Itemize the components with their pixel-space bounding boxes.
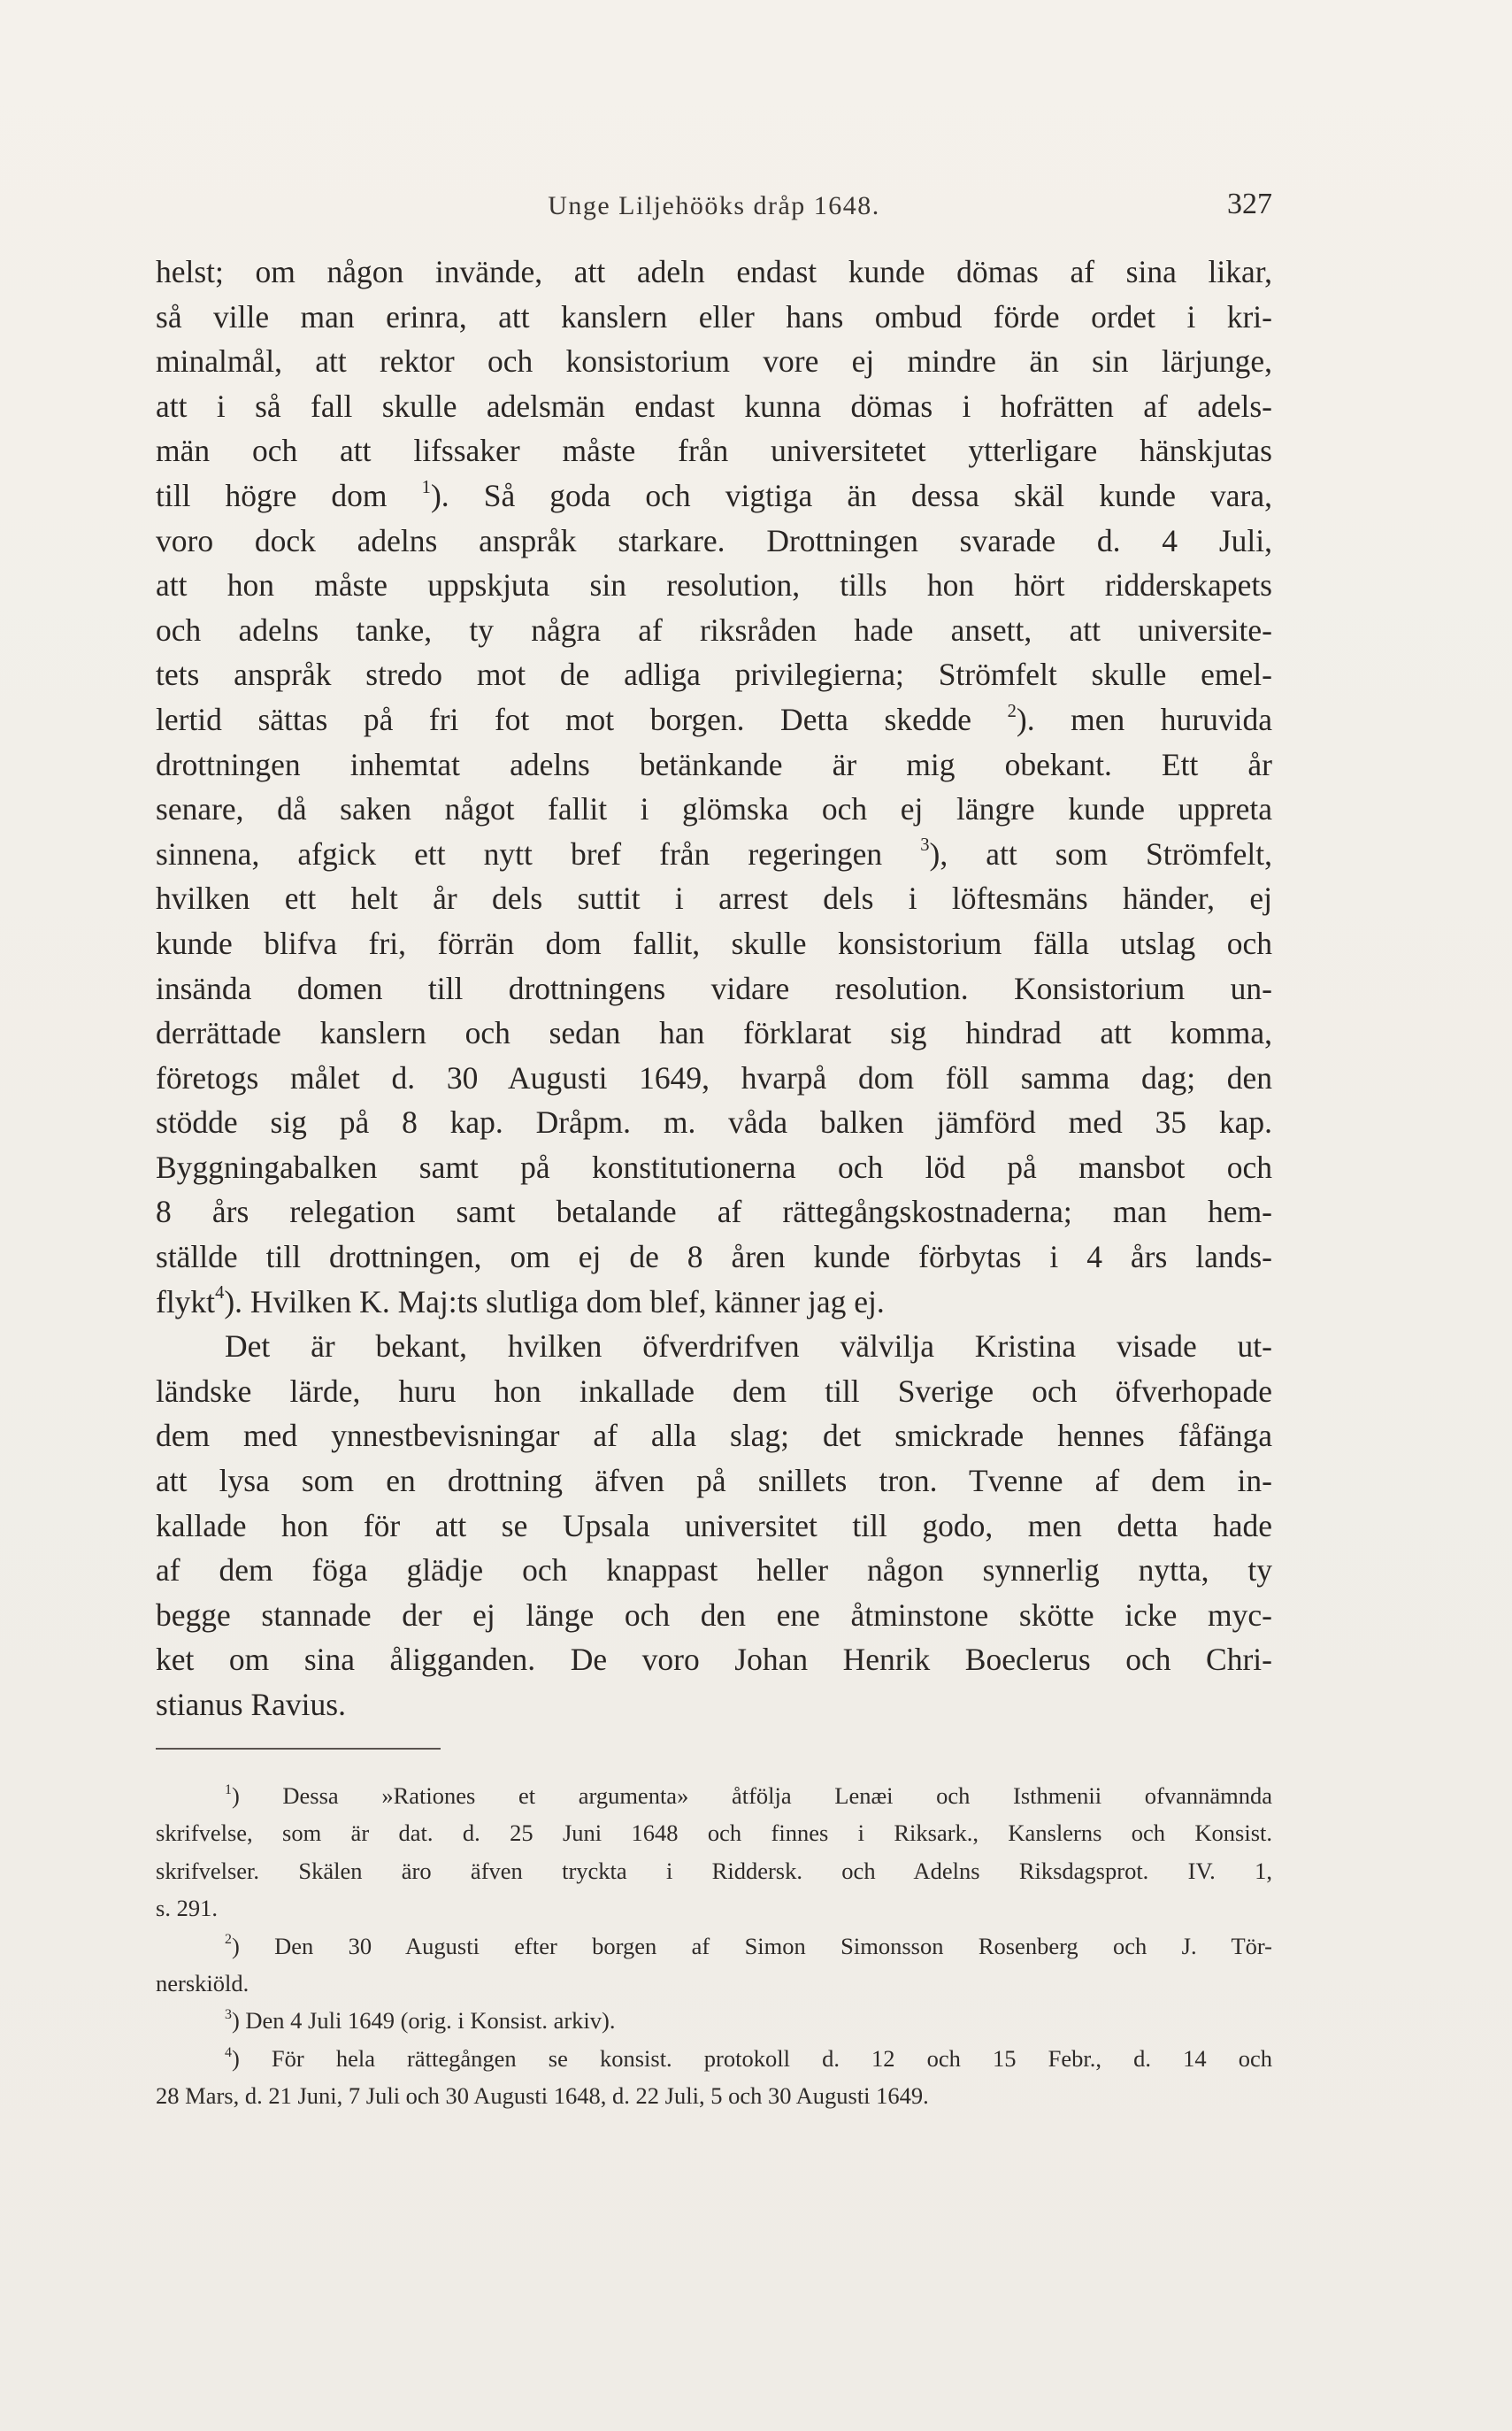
- text-line: kunde blifva fri, förrän dom fallit, skulle konsistorium fälla utslag och: [156, 925, 1272, 961]
- text-segment: sinnena, afgick ett nytt bref från regeringen: [156, 835, 883, 872]
- body-text: [156, 250, 1272, 1727]
- footnote-4: [156, 2040, 1272, 2077]
- text-line: stianus Ravius.: [156, 1687, 346, 1722]
- text-line: [156, 697, 1272, 742]
- footnote-1: [156, 1777, 1272, 1814]
- footnote-text: nerskiöld.: [156, 1969, 249, 1996]
- text-line: derrättade kanslern och sedan han förklarat sig hindrad att komma,: [156, 1015, 1272, 1051]
- text-line: och adelns tanke, ty några af riksråden hade ansett, att universite-: [156, 612, 1272, 648]
- text-line: senare, då saken något fallit i glömska och ej längre kunde uppreta: [156, 791, 1272, 827]
- footnote-text: ) För hela rättegången se konsist. protokoll d. 12 och 15 Febr., d. 14 och: [231, 2044, 1272, 2072]
- footnote-text: skrifvelse, som är dat. d. 25 Juni 1648 och finnes i Riksark., Kanslerns och Konsist.: [156, 1819, 1272, 1847]
- text-line: 8 års relegation samt betalande af rättegångskostnaderna; man hem-: [156, 1194, 1272, 1230]
- text-line: [156, 473, 1272, 519]
- footnote-mark: 2: [225, 1932, 232, 1948]
- text-line: [156, 832, 1272, 877]
- text-line: voro dock adelns anspråk starkare. Drottningen svarade d. 4 Juli,: [156, 522, 1272, 558]
- text-line: [156, 1280, 1272, 1325]
- text-line: drottningen inhemtat adelns betänkande är mig obekant. Ett år: [156, 746, 1272, 782]
- text-line: begge stannade der ej länge och den ene åtminstone skötte icke myc-: [156, 1596, 1272, 1633]
- text-line: af dem föga glädje och knappast heller någon synnerlig nytta, ty: [156, 1552, 1272, 1589]
- text-line: att hon måste uppskjuta sin resolution, tills hon hört ridderskapets: [156, 567, 1272, 604]
- footnote-2: [156, 1927, 1272, 1965]
- footnote-text: ) Den 4 Juli 1649 (orig. i Konsist. arkiv).: [231, 2007, 616, 2035]
- text-line: Byggningabalken samt på konstitutionerna och löd på mansbot och: [156, 1149, 1272, 1185]
- page-header: [156, 188, 1272, 227]
- text-line: att i så fall skulle adelsmän endast kunna dömas i hofrätten af adels-: [156, 388, 1272, 424]
- footnote-3: [156, 2002, 1272, 2039]
- text-line: Det är bekant, hvilken öfverdrifven välvilja Kristina visade ut-: [225, 1328, 1272, 1365]
- text-line: så ville man erinra, att kanslern eller hans ombud förde ordet i kri-: [156, 298, 1272, 335]
- footnote-reference: 4: [215, 1283, 225, 1304]
- footnote-text: ) Dessa »Rationes et argumenta» åtfölja Lenæi och Isthmenii ofvannämnda: [231, 1782, 1272, 1809]
- text-line: tets anspråk stredo mot de adliga privilegierna; Strömfelt skulle emel-: [156, 657, 1272, 693]
- footnote-divider: [156, 1748, 441, 1750]
- text-line: dem med ynnestbevisningar af alla slag; det smickrade hennes fåfänga: [156, 1418, 1272, 1454]
- footnote-text: 28 Mars, d. 21 Juni, 7 Juli och 30 Augusti 1648, d. 22 Juli, 5 och 30 Augusti 1649.: [156, 2082, 929, 2110]
- footnote-reference: 1: [421, 477, 431, 497]
- footnote-mark: 3: [225, 2007, 232, 2023]
- text-line: ländske lärde, huru hon inkallade dem till Sverige och öfverhopade: [156, 1373, 1272, 1409]
- text-line: män och att lifssaker måste från universitetet ytterligare hänskjutas: [156, 433, 1272, 469]
- text-segment: flykt: [156, 1283, 216, 1319]
- text-segment: ), att som Strömfelt,: [929, 835, 1272, 872]
- text-line: ställde till drottningen, om ej de 8 åren kunde förbytas i 4 års lands-: [156, 1239, 1272, 1275]
- text-line: kallade hon för att se Upsala universitet till godo, men detta hade: [156, 1507, 1272, 1543]
- footnote-reference: 3: [920, 835, 930, 856]
- footnote-reference: 2: [1007, 701, 1017, 721]
- text-segment: ). Så goda och vigtiga än dessa skäl kunde vara,: [430, 477, 1272, 513]
- text-line: helst; om någon invände, att adeln endast kunde dömas af sina likar,: [156, 254, 1272, 289]
- text-segment: ). Hvilken K. Maj:ts slutliga dom blef, känner jag ej.: [224, 1283, 885, 1319]
- text-line: företogs målet d. 30 Augusti 1649, hvarpå dom föll samma dag; den: [156, 1059, 1272, 1096]
- footnote-mark: 4: [225, 2044, 232, 2060]
- text-line: minalmål, att rektor och konsistorium vore ej mindre än sin lärjunge,: [156, 343, 1272, 380]
- text-line: att lysa som en drottning äfven på snillets tron. Tvenne af dem in-: [156, 1463, 1272, 1499]
- footnote-text: s. 291.: [156, 1895, 218, 1922]
- page-number: 327: [1227, 188, 1272, 220]
- running-head: Unge Liljehööks dråp 1648.: [548, 191, 880, 220]
- text-line: stödde sig på 8 kap. Dråpm. m. våda balken jämförd med 35 kap.: [156, 1104, 1272, 1141]
- footnote-text: ) Den 30 Augusti efter borgen af Simon Simonsson Rosenberg och J. Tör-: [231, 1932, 1272, 1959]
- text-line: ket om sina åligganden. De voro Johan Henrik Boeclerus och Chri-: [156, 1642, 1272, 1678]
- footnotes: [156, 1777, 1272, 2115]
- text-line: insända domen till drottningens vidare resolution. Konsistorium un-: [156, 970, 1272, 1006]
- text-line: hvilken ett helt år dels suttit i arrest dels i löftesmäns händer, ej: [156, 881, 1272, 917]
- text-segment: ). men huruvida: [1016, 701, 1272, 737]
- text-segment: till högre dom: [156, 477, 388, 513]
- footnote-mark: 1: [225, 1781, 232, 1797]
- footnote-text: skrifvelser. Skälen äro äfven tryckta i Riddersk. och Adelns Riksdagsprot. IV. 1,: [156, 1857, 1272, 1884]
- text-segment: lertid sättas på fri fot mot borgen. Detta skedde: [156, 701, 972, 737]
